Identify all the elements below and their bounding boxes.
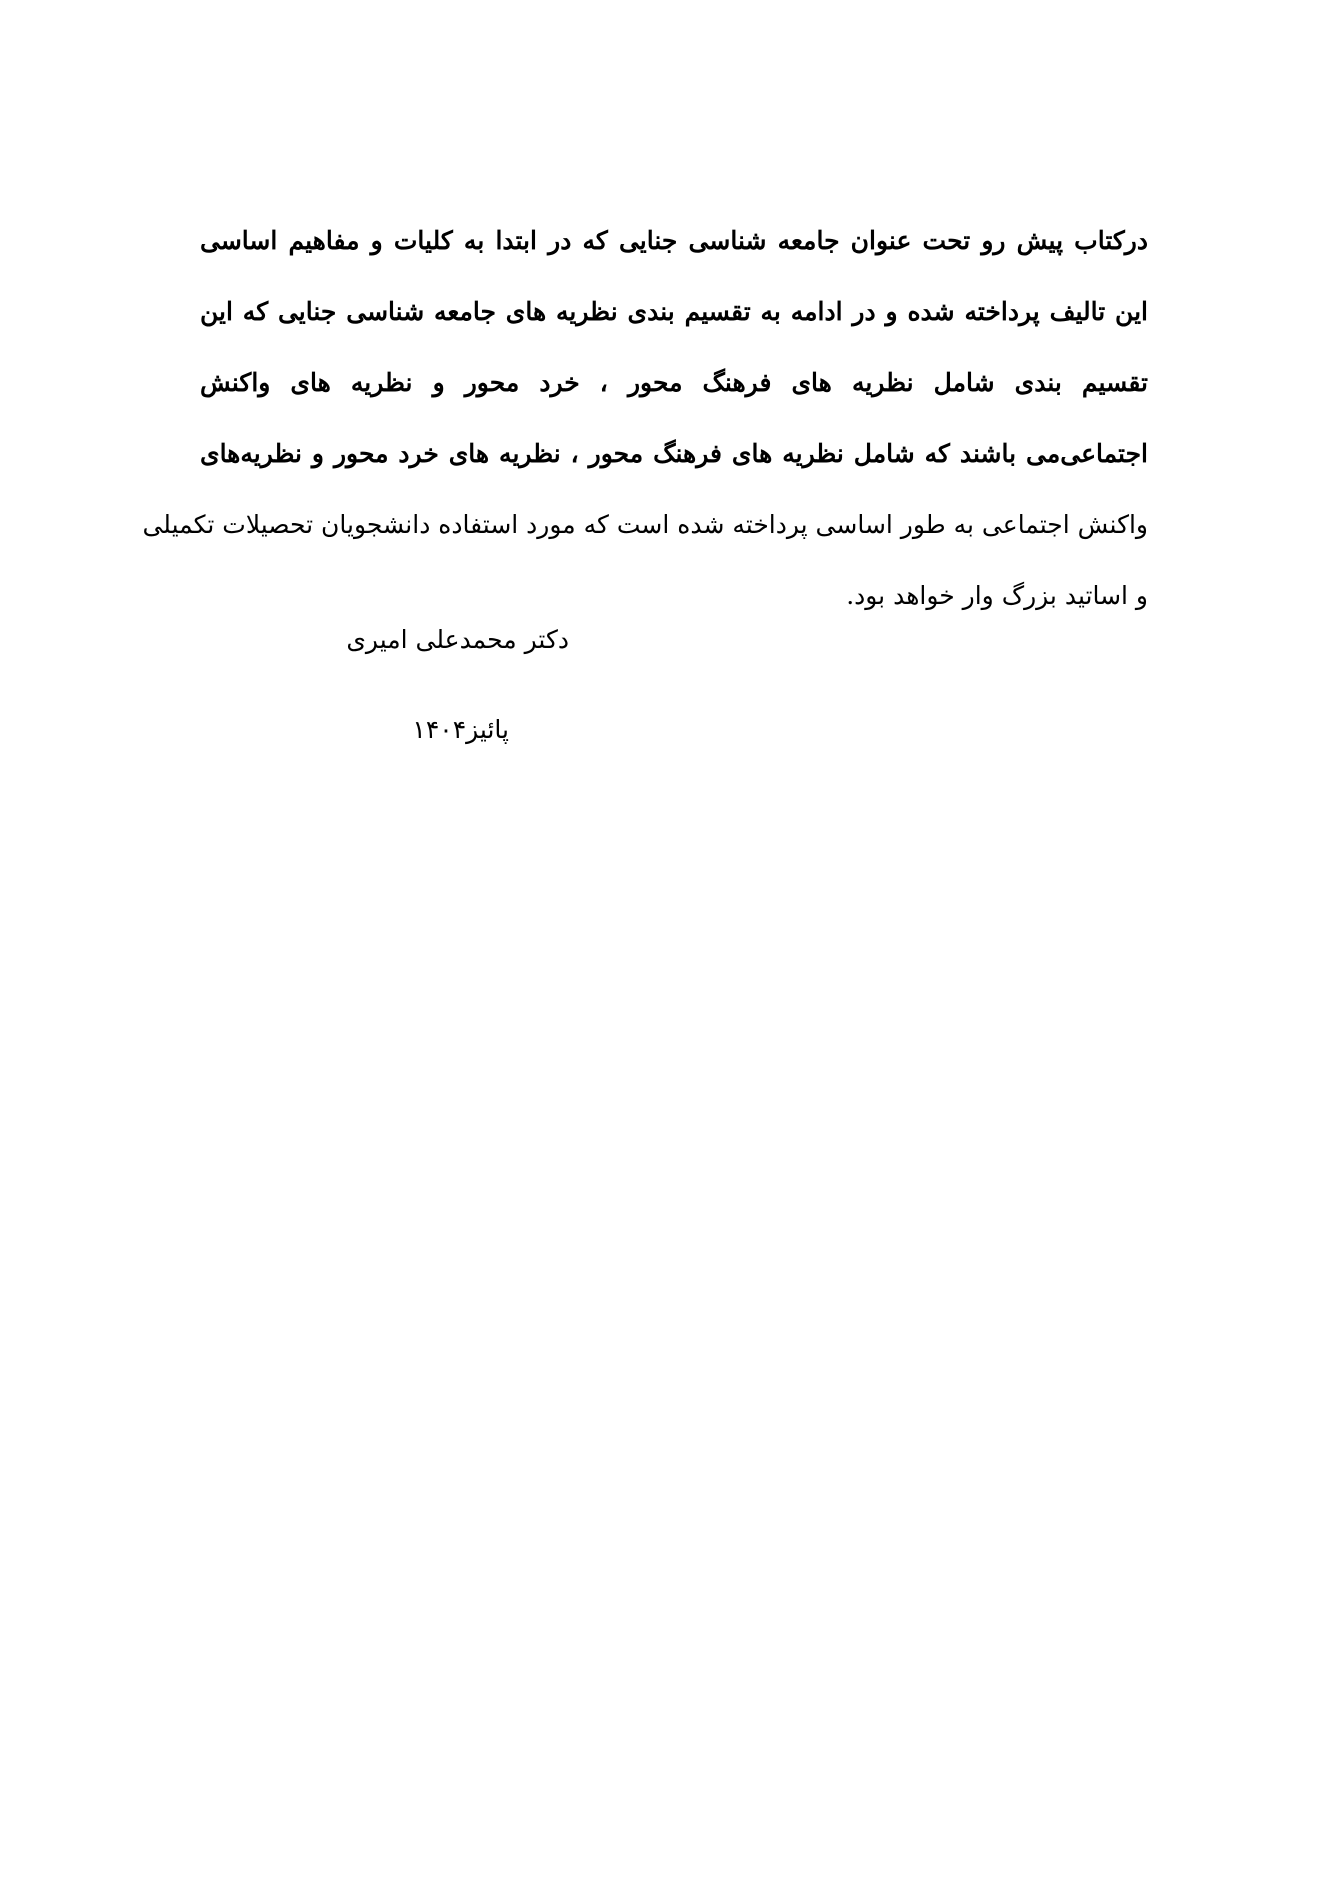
paragraph-line: و اساتید بزرگ وار خواهد بود. (846, 581, 1148, 610)
paragraph-line: این تالیف پرداخته شده و در ادامه به تقسیم بندی نظریه های جامعه شناسی جنایی که این (200, 297, 1148, 326)
date-line: پائیز۱۴۰۴ (412, 715, 509, 744)
paragraph-line: درکتاب پیش رو تحت عنوان جامعه شناسی جنایی که در ابتدا به کلیات و مفاهیم اساسی (200, 226, 1148, 255)
author-signature: دکتر محمدعلی امیری (346, 625, 569, 654)
paragraph-line: اجتماعی‌می باشند که شامل نظریه های فرهنگ محور ، نظریه های خرد محور و نظریه‌های (200, 439, 1148, 468)
body-paragraph (142, 205, 1148, 631)
paragraph-line: تقسیم بندی شامل نظریه های فرهنگ محور ، خرد محور و نظریه های واکنش (200, 368, 1148, 397)
paragraph-line: واکنش اجتماعی به طور اساسی پرداخته شده است که مورد استفاده دانشجویان تحصیلات تکمیلی (142, 510, 1148, 539)
